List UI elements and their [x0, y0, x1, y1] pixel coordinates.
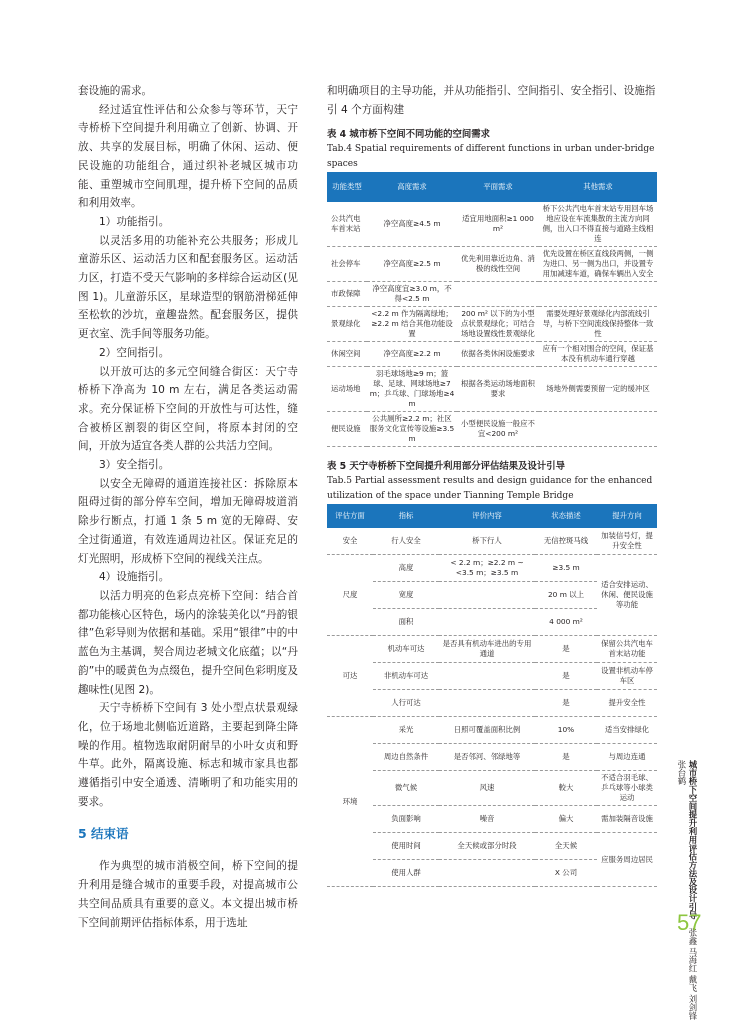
table-cell: 需加装隔音设施: [597, 806, 657, 833]
table-cell: 是否邻河、邻绿地等: [439, 744, 535, 771]
table-cell: 全天候: [535, 833, 597, 860]
table-header: 其他需求: [539, 172, 657, 202]
table-cell: 面积: [373, 609, 439, 636]
table-row: [327, 744, 657, 771]
table-cell: 运动场地: [327, 367, 367, 412]
paragraph: 套设施的需求。: [78, 85, 153, 97]
table-cell: 公共厕所≥2.2 m；社区服务文化宣传等设施≥3.5 m: [367, 412, 457, 447]
table4: [327, 172, 657, 447]
table-row: [327, 555, 657, 582]
table-header: 平面需求: [457, 172, 539, 202]
table-cell: 噪音: [439, 806, 535, 833]
table4-caption-en: Tab.4 Spatial requirements of different functions in urban under-bridge spaces: [327, 144, 655, 170]
table-cell: 负面影响: [373, 806, 439, 833]
table-cell: [439, 860, 535, 887]
table4-caption-cn: 表 4 城市桥下空间不同功能的空间需求: [327, 129, 491, 141]
table-cell: [439, 690, 535, 717]
table-cell: [539, 282, 657, 307]
table-cell: 全天候或部分时段: [439, 833, 535, 860]
table-cell: 日照可覆盖面积比例: [439, 717, 535, 744]
table5-caption-en: Tab.5 Partial assessment results and design guidance for the enhanced utilization of the space under Tianning Temple Bridge: [327, 476, 653, 502]
paragraph: 和明确项目的主导功能，并从功能指引、空间指引、安全指引、设施指引 4 个方面构建: [327, 85, 656, 116]
table-cell: 适当安排绿化: [597, 717, 657, 744]
table-cell: [539, 412, 657, 447]
table-header: 指标: [373, 504, 439, 528]
table-cell: ≥3.5 m: [535, 555, 597, 582]
paragraph: 作为典型的城市消极空间，桥下空间的提升利用是缝合城市的重要手段，对提高城市公共空间品质具有重要的意义。本文提出城市桥下空间前期评估指标体系，用于选址: [78, 860, 298, 929]
table-cell: 4 000 m²: [535, 609, 597, 636]
paragraph: 以灵活多用的功能补充公共服务；形成儿童游乐区、运动活力区和配套服务区。运动活力区，打造不受天气影响的多样综合运动区(见图 1)。儿童游乐区，星球造型的钢筋滑梯延伸至松软的沙坑，童趣盎然。配套服务区，提供更衣室、洗手间等服务功能。: [78, 234, 298, 341]
table-cell: 风速: [439, 771, 535, 806]
table-cell: < 2.2 m；≥2.2 m ~ <3.5 m；≥3.5 m: [439, 555, 535, 582]
paragraph: 天宁寺桥桥下空间有 3 处小型点状景观绿化，位于场地北侧临近道路，主要起到降尘降噪的作用。植物选取耐阴耐旱的小叶女贞和野牛草。此外，隔离设施、标志和城市家具也都遵循指引中安全通透、清晰明了和功能实用的要求。: [78, 702, 298, 808]
table-cell: 无信控斑马线: [535, 528, 597, 555]
table-cell: 20 m 以上: [535, 582, 597, 609]
table5-caption: [327, 459, 657, 504]
subheading: 4）设施指引。: [99, 571, 170, 584]
table-cell: 机动车可达: [373, 636, 439, 663]
table-cell: 提升安全性: [597, 690, 657, 717]
paragraph: 以活力明亮的色彩点亮桥下空间：结合首都功能核心区特色，场内的涂装美化以“丹韵银律”色彩导则为依据和基础。采用“银律”中的中蓝色为主基调，契合周边老城文化底蕴；以“丹韵”中的暖黄色为点缀色，提升空间色彩明度及趣味性(见图 2)。: [78, 589, 298, 696]
table-cell: 应服务周边居民: [597, 833, 657, 887]
table-header: 功能类型: [327, 172, 367, 202]
table-cell: 净空高度宜≥3.0 m，不得<2.5 m: [367, 282, 457, 307]
paragraph: 以开放可达的多元空间缝合街区：天宁寺桥桥下净高为 10 m 左右，满足各类运动需求。充分保证桥下空间的开放性与可达性，缝合被桥区割裂的街区空间，将原本封闭的空间，开放为适宜各类人群的公共活力空间。: [78, 365, 298, 453]
table-cell: 净空高度≥2.2 m: [367, 342, 457, 367]
table-cell: [439, 609, 535, 636]
table-cell: 較大: [535, 771, 597, 806]
table-row: [327, 690, 657, 717]
subheading: 1）功能指引。: [99, 215, 170, 228]
table-cell: [457, 282, 539, 307]
table-cell: 宽度: [373, 582, 439, 609]
table-row: [327, 636, 657, 663]
table-cell: X 公司: [535, 860, 597, 887]
table-cell: 适宜用地面积≥1 000 m²: [457, 202, 539, 247]
paragraph: 以安全无障碍的通道连接社区：拆除原本阻碍过街的部分停车空间，增加无障碍坡道消除步行断点，打通 1 条 5 m 宽的无障碍、安全过街通道，有效连通周边社区。保证充足的灯光照明，形成桥下空间的视线关注点。: [78, 477, 298, 565]
table-cell: 使用时间: [373, 833, 439, 860]
subheading: 2）空间指引。: [99, 346, 170, 359]
section-title: 5 结束语: [78, 826, 129, 842]
table-header-row: [327, 504, 657, 528]
left-column: [78, 82, 298, 932]
table-row: [327, 771, 657, 806]
table-cell: 羽毛球场地≥9 m；篮球、足球、网球场地≥7 m；乒乓球、门球场地≥4 m: [367, 367, 457, 412]
table-cell: 与周边连通: [597, 744, 657, 771]
table-row: [327, 412, 657, 447]
table-row: [327, 717, 657, 744]
running-title-sidebar: [676, 760, 698, 1024]
table-cell: 桥下行人: [439, 528, 535, 555]
table-cell: 偏大: [535, 806, 597, 833]
table-row: [327, 833, 657, 860]
table-cell: 适合安排运动、休闲、便民设施等功能: [597, 555, 657, 636]
table-cell: 公共汽电车首末站: [327, 202, 367, 247]
table-cell: 优先利用靠近边角、消极的线性空间: [457, 247, 539, 282]
table-cell: 是: [535, 744, 597, 771]
table-row: [327, 663, 657, 690]
table-header: 提升方向: [597, 504, 657, 528]
table-cell: 周边自然条件: [373, 744, 439, 771]
table-cell: 微气候: [373, 771, 439, 806]
table-row: [327, 367, 657, 412]
table-row: [327, 342, 657, 367]
table-cell: 是: [535, 636, 597, 663]
table-cell: 应有一个相对围合的空间，保证基本没有机动车通行穿越: [539, 342, 657, 367]
table-header: 状态描述: [535, 504, 597, 528]
subheading: 3）安全指引。: [99, 459, 170, 472]
table-cell-aspect: 安全: [327, 528, 373, 555]
table-header: 评价内容: [439, 504, 535, 528]
table-cell: 是: [535, 663, 597, 690]
table-cell: 需要处理好景观绿化内部流线引导，与桥下空间流线保持整体一致性: [539, 307, 657, 342]
table5: [327, 504, 657, 887]
table-header: 高度需求: [367, 172, 457, 202]
table-row: [327, 528, 657, 555]
table-row: [327, 282, 657, 307]
table-row: [327, 307, 657, 342]
right-column: [327, 82, 657, 887]
table-cell: [439, 663, 535, 690]
table4-caption: [327, 127, 657, 172]
table-header-row: [327, 172, 657, 202]
table5-caption-cn: 表 5 天宁寺桥桥下空间提升利用部分评估结果及设计引导: [327, 461, 566, 473]
running-title: 城市桥下空间提升利用评估方法及设计引导: [688, 760, 698, 920]
table-row: [327, 202, 657, 247]
table-cell: 是否具有机动车进出的专用通道: [439, 636, 535, 663]
table-cell-aspect: 环境: [327, 717, 373, 887]
table-row: [327, 247, 657, 282]
table-cell: 不适合羽毛球、乒乓球等小球类运动: [597, 771, 657, 806]
table-cell: 保留公共汽电车首末站功能: [597, 636, 657, 663]
table-cell: 人行可达: [373, 690, 439, 717]
table-cell: [439, 582, 535, 609]
table-cell: 10%: [535, 717, 597, 744]
table-cell: 非机动车可达: [373, 663, 439, 690]
table-cell-aspect: 可达: [327, 636, 373, 717]
table-cell: 使用人群: [373, 860, 439, 887]
table-cell: 净空高度≥4.5 m: [367, 202, 457, 247]
table-cell-aspect: 尺度: [327, 555, 373, 636]
running-authors: 张鑫 马海红 戴飞 刘剑锋 张台鹤: [677, 760, 698, 1020]
table-cell: 根据各类运动场地面积要求: [457, 367, 539, 412]
table-header: 评估方面: [327, 504, 373, 528]
table-cell: 设置非机动车停车区: [597, 663, 657, 690]
table-cell: 休闲空间: [327, 342, 367, 367]
table-row: [327, 806, 657, 833]
table-cell: 便民设施: [327, 412, 367, 447]
table-cell: 依据各类休闲设施要求: [457, 342, 539, 367]
table-cell: 是: [535, 690, 597, 717]
page-number: 57: [677, 910, 702, 935]
table-cell: 桥下公共汽电车首末站专用回车场地应设在车流集散的主流方向同侧，出入口不得直接与道路主线相连: [539, 202, 657, 247]
table-cell: 加装信号灯，提升安全性: [597, 528, 657, 555]
table-cell: 高度: [373, 555, 439, 582]
table-cell: 行人安全: [373, 528, 439, 555]
paragraph: 经过适宜性评估和公众参与等环节，天宁寺桥桥下空间提升利用确立了创新、协调、开放、共享的发展目标，明确了休闲、运动、便民设施的功能组合，通过织补老城区城市功能、重塑城市空间肌理，提升桥下空间的品质和利用效率。: [78, 103, 298, 210]
table-cell: 场地外侧需要预留一定的缓冲区: [539, 367, 657, 412]
table-cell: 净空高度≥2.5 m: [367, 247, 457, 282]
table-cell: 采光: [373, 717, 439, 744]
table-cell: 社会停车: [327, 247, 367, 282]
table-cell: <2.2 m 作为隔离绿地；≥2.2 m 结合其他功能设置: [367, 307, 457, 342]
table-cell: 景观绿化: [327, 307, 367, 342]
table-cell: 小型便民设施一般应不宜<200 m²: [457, 412, 539, 447]
table-cell: 200 m² 以下的为小型点状景观绿化；可结合场地设置线性景观绿化: [457, 307, 539, 342]
table-cell: 市政保障: [327, 282, 367, 307]
table-cell: 优先设置在桥区直线段两侧，一侧为进口、另一侧为出口，并设置专用加减速车道，确保车辆出入安全: [539, 247, 657, 282]
